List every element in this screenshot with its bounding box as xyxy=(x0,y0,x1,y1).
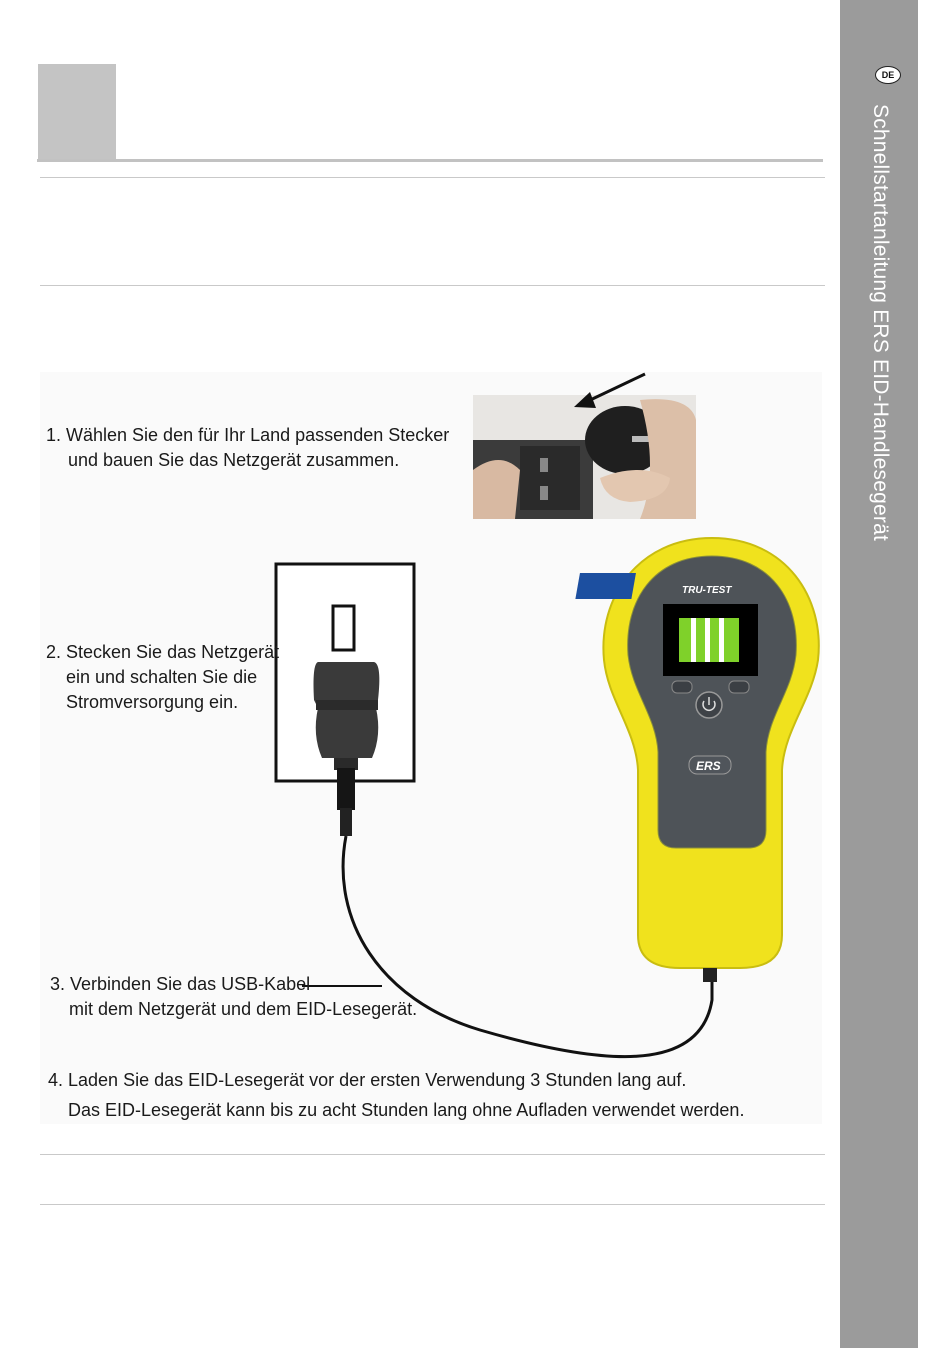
step-2-line-3: Stromversorgung ein. xyxy=(66,692,239,712)
step-1-line-2: und bauen Sie das Netzgerät zusammen. xyxy=(68,450,400,470)
step-4-line-1: 4. Laden Sie das EID-Lesegerät vor der ersten Verwendung 3 Stunden lang auf. xyxy=(48,1070,687,1090)
sidebar-title: Schnellstartanleitung ERS EID-Handlesegerät xyxy=(869,104,892,541)
step-3-line-1: 3. Verbinden Sie das USB-Kabel xyxy=(50,974,311,994)
plug-assembly-photo xyxy=(473,395,696,519)
power-icon xyxy=(696,692,722,718)
step-4-line-2: Das EID-Lesegerät kann bis zu acht Stunden lang ohne Aufladen verwendet werden. xyxy=(68,1100,745,1120)
step-2-line-2: ein und schalten Sie die xyxy=(66,667,258,687)
step-1-line-1: 1. Wählen Sie den für Ihr Land passenden Stecker xyxy=(46,425,450,445)
step-2-line-1: 2. Stecken Sie das Netzgerät xyxy=(46,642,280,662)
language-badge: DE xyxy=(875,66,901,84)
model-logo: ERS xyxy=(696,759,721,773)
step-3-line-2: mit dem Netzgerät und dem EID-Lesegerät. xyxy=(69,999,418,1019)
brand-logo: TRU-TEST xyxy=(682,585,732,596)
power-adapter xyxy=(314,662,380,836)
